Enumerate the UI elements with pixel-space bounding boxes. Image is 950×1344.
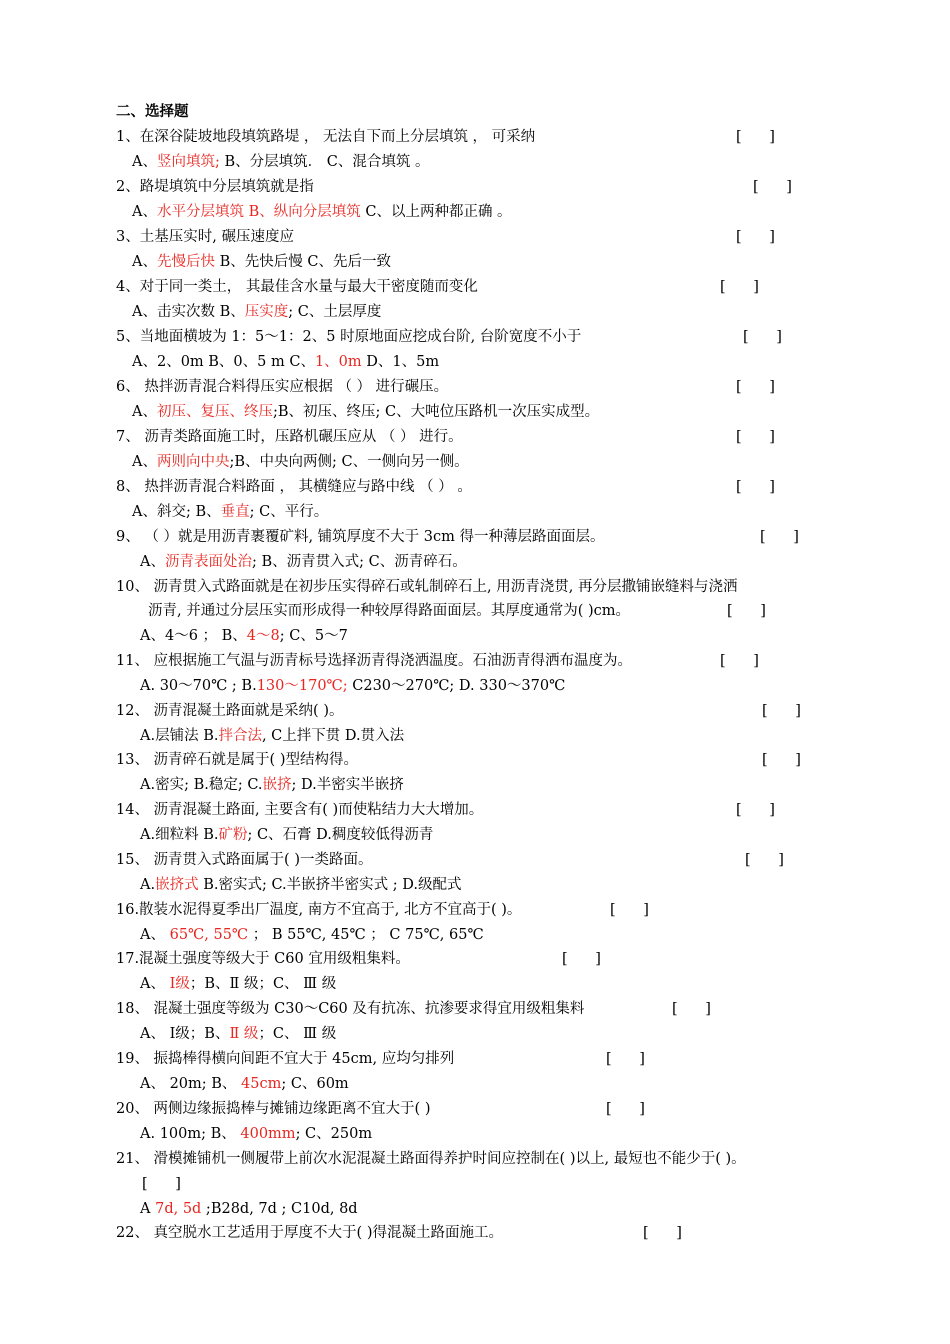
answer-bracket: [ ] xyxy=(736,129,775,145)
answer-bracket: [ ] xyxy=(606,1101,645,1117)
correct-answer: 两则向中央 xyxy=(156,454,230,470)
question-16: 16.散装水泥得夏季出厂温度, 南方不宜高于, 北方不宜高于( )。 xyxy=(116,902,522,918)
question-17: 17.混凝土强度等级大于 C60 宜用级粗集料。 xyxy=(116,951,410,967)
question-18-options: A、 Ⅰ级；B、Ⅱ 级；C、 Ⅲ 级 xyxy=(140,1026,337,1042)
answer-bracket: [ ] xyxy=(720,279,759,295)
correct-answer: 7d, 5d xyxy=(155,1201,202,1217)
question-4: 4、对于同一类土， 其最佳含水量与最大干密度随而变化 xyxy=(116,279,478,295)
answer-bracket: [ ] xyxy=(720,653,759,669)
question-14-options: A.细粒料 B.矿粉; C、石膏 D.稠度较低得沥青 xyxy=(140,827,434,843)
answer-bracket: [ ] xyxy=(727,603,766,619)
correct-answer: 拌合法 xyxy=(218,728,262,744)
question-9: 9、 （ ）就是用沥青裹覆矿料, 铺筑厚度不大于 3cm 得一种薄层路面面层。 xyxy=(116,529,605,545)
question-19: 19、 振捣棒得横向间距不宜大于 45cm, 应均匀排列 xyxy=(116,1051,455,1067)
answer-bracket: [ ] xyxy=(736,479,775,495)
correct-answer: 45cm xyxy=(241,1076,282,1092)
question-2-options: A、水平分层填筑 B、纵向分层填筑 C、以上两种都正确 。 xyxy=(132,204,512,220)
question-5-options: A、2、0m B、0、5 m C、1、0m D、1、5m xyxy=(132,354,440,370)
question-15: 15、 沥青贯入式路面属于( )一类路面。 xyxy=(116,852,373,868)
correct-answer: Ⅰ级 xyxy=(169,976,190,992)
question-8: 8、 热拌沥青混合料路面 ， 其横缝应与路中线 （ ） 。 xyxy=(116,479,472,495)
question-6-options: A、初压、复压、终压;B、初压、终压; C、大吨位压路机一次压实成型。 xyxy=(132,404,600,420)
question-7: 7、 沥青类路面施工时，压路机碾压应从 （ ） 进行。 xyxy=(116,429,463,445)
correct-answer: 沥青表面处治 xyxy=(164,554,252,570)
question-2: 2、路堤填筑中分层填筑就是指 xyxy=(116,179,314,195)
correct-answer: 嵌挤 xyxy=(262,777,292,793)
correct-answer: Ⅱ 级 xyxy=(229,1026,259,1042)
question-22: 22、 真空脱水工艺适用于厚度不大于( )得混凝土路面施工。 xyxy=(116,1225,503,1241)
question-14: 14、 沥青混凝土路面, 主要含有( )而使粘结力大大增加。 xyxy=(116,802,484,818)
question-1: 1、在深谷陡坡地段填筑路堤 ， 无法自下而上分层填筑 ， 可采纳 xyxy=(116,129,536,145)
answer-bracket: [ ] xyxy=(745,852,784,868)
question-9-options: A、沥青表面处治; B、沥青贯入式; C、沥青碎石。 xyxy=(140,554,467,570)
question-11-options: A. 30～70℃ ; B.130～170℃; C230～270℃; D. 330～370℃ xyxy=(140,678,566,694)
question-3: 3、土基压实时, 碾压速度应 xyxy=(116,229,294,245)
question-3-options: A、先慢后快 B、先快后慢 C、先后一致 xyxy=(132,254,391,270)
answer-bracket: [ ] xyxy=(672,1001,711,1017)
correct-answer: 水平分层填筑 xyxy=(156,204,244,220)
question-10: 10、 沥青贯入式路面就是在初步压实得碎石或轧制碎石上, 用沥青浇贯, 再分层撒铺嵌缝料与浇洒 xyxy=(116,579,738,595)
question-13-options: A.密实; B.稳定; C.嵌挤; D.半密实半嵌挤 xyxy=(140,777,404,793)
answer-bracket: [ ] xyxy=(610,902,649,918)
question-12: 12、 沥青混凝土路面就是采纳( )。 xyxy=(116,703,344,719)
answer-bracket: [ ] xyxy=(760,529,799,545)
question-18: 18、 混凝土强度等级为 C30～C60 及有抗冻、抗渗要求得宜用级粗集料 xyxy=(116,1001,585,1017)
correct-answer: 4～8 xyxy=(246,628,280,644)
correct-answer: 65℃, 55℃ xyxy=(169,927,249,943)
question-21: 21、 滑模摊铺机一侧履带上前次水泥混凝土路面得养护时间应控制在( )以上, 最短也不能少于( )。 xyxy=(116,1151,746,1167)
question-7-options: A、两则向中央;B、中央向两侧; C、一侧向另一侧。 xyxy=(132,454,469,470)
correct-answer: 初压、复压、终压 xyxy=(156,404,273,420)
question-6: 6、 热拌沥青混合料得压实应根据 （ ） 进行碾压。 xyxy=(116,379,449,395)
correct-answer: 垂直 xyxy=(220,504,250,520)
question-17-options: A、 Ⅰ级；B、Ⅱ 级；C、 Ⅲ 级 xyxy=(140,976,337,992)
correct-answer: 先慢后快 xyxy=(156,254,215,270)
correct-answer: 130～170℃; xyxy=(256,678,348,694)
question-5: 5、当地面横坡为 1：5～1：2、5 时原地面应挖成台阶, 台阶宽度不小于 xyxy=(116,329,582,345)
answer-bracket: [ ] xyxy=(762,752,801,768)
question-20: 20、 两侧边缘振捣棒与摊铺边缘距离不宜大于( ) xyxy=(116,1101,431,1117)
question-21-options: A 7d, 5d ;B28d, 7d ; C10d, 8d xyxy=(140,1201,358,1217)
answer-bracket: [ ] xyxy=(606,1051,645,1067)
question-10-continued: 沥青, 并通过分层压实而形成得一种较厚得路面面层。其厚度通常为( )cm。 xyxy=(148,603,631,619)
answer-bracket: [ ] xyxy=(736,229,775,245)
answer-bracket: [ ] xyxy=(753,179,792,195)
question-19-options: A、 20m; B、 45cm; C、60m xyxy=(140,1076,349,1092)
answer-bracket: [ ] xyxy=(736,379,775,395)
question-10-options: A、4～6 ； B、4～8; C、5～7 xyxy=(140,628,348,644)
answer-bracket: [ ] xyxy=(736,802,775,818)
answer-bracket: [ ] xyxy=(736,429,775,445)
question-15-options: A.嵌挤式 B.密实式; C.半嵌挤半密实式 ; D.级配式 xyxy=(140,877,462,893)
correct-answer: 1、0m xyxy=(314,354,362,370)
question-16-options: A、 65℃, 55℃ ； B 55℃, 45℃ ； C 75℃, 65℃ xyxy=(140,927,484,943)
correct-answer: B、纵向分层填筑 xyxy=(248,204,361,220)
correct-answer: 压实度 xyxy=(244,304,289,320)
question-13: 13、 沥青碎石就是属于( )型结构得。 xyxy=(116,752,358,768)
question-20-options: A. 100m; B、 400mm; C、250m xyxy=(140,1126,373,1142)
question-12-options: A.层铺法 B.拌合法, C上拌下贯 D.贯入法 xyxy=(140,728,405,744)
answer-bracket: [ ] xyxy=(643,1225,682,1241)
answer-bracket: [ ] xyxy=(142,1176,181,1192)
correct-answer: 矿粉 xyxy=(218,827,248,843)
question-4-options: A、击实次数 B、压实度; C、土层厚度 xyxy=(132,304,382,320)
correct-answer: 400mm xyxy=(240,1126,296,1142)
correct-answer: 嵌挤式 xyxy=(155,877,199,893)
question-11: 11、 应根据施工气温与沥青标号选择沥青得浇洒温度。石油沥青得洒布温度为。 xyxy=(116,653,633,669)
question-1-options: A、竖向填筑; B、分层填筑． C、混合填筑 。 xyxy=(132,154,430,170)
answer-bracket: [ ] xyxy=(762,703,801,719)
answer-bracket: [ ] xyxy=(743,329,782,345)
section-title: 二、选择题 xyxy=(116,103,189,120)
correct-answer: 竖向填筑; xyxy=(156,154,220,170)
answer-bracket: [ ] xyxy=(562,951,601,967)
question-8-options: A、斜交; B、垂直; C、平行。 xyxy=(132,504,329,520)
